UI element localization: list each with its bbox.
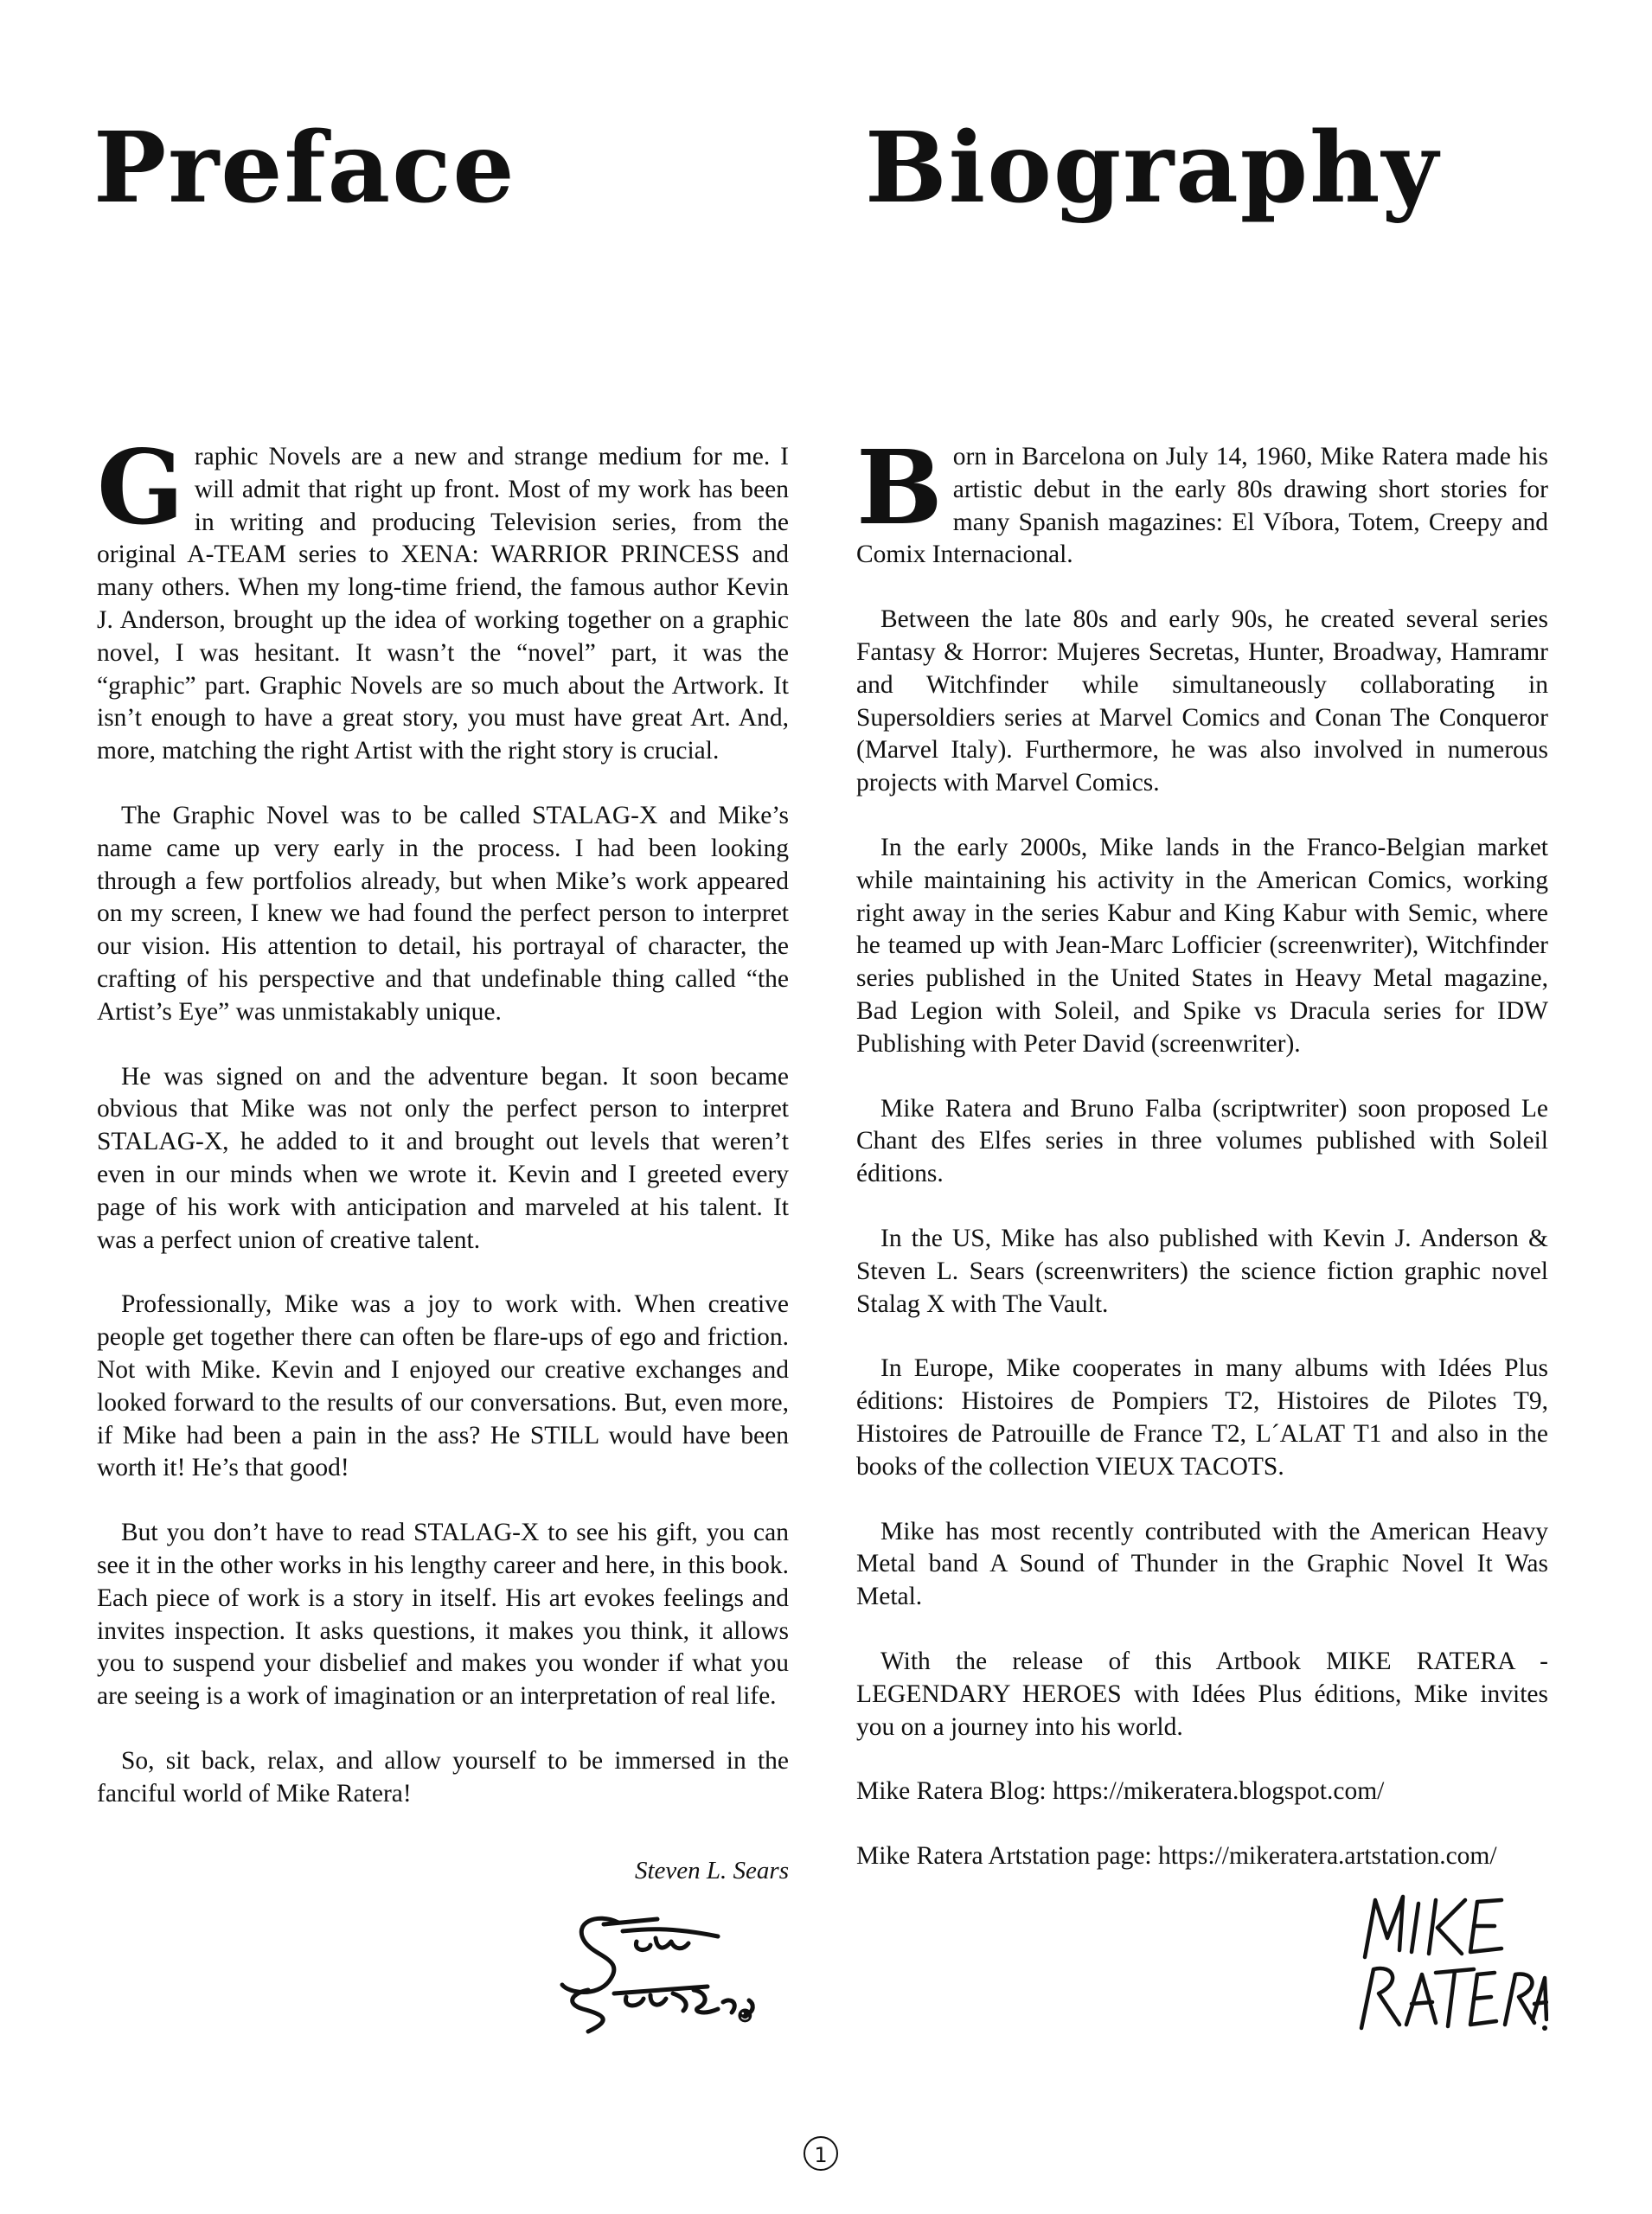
biography-paragraph-1 bbox=[856, 427, 1548, 572]
preface-paragraph-2: The Graphic Novel was to be called STALAG-X and Mike’s name came up very early in the process. I had been looking through a few portfolios already, but when Mike’s work appeared on my screen, I knew we had found the perfect person to interpret our vision. His attention to detail, his portrayal of character, the crafting of his perspective and that undefinable thing called “the Artist’s Eye” was unmistakably unique. bbox=[97, 801, 789, 1026]
preface-paragraph-4: Professionally, Mike was a joy to work with. When creative people get together there can often be flare-ups of ego and friction. Not with Mike. Kevin and I enjoyed our creative exchanges and looked forward to the results of our conversations. But, even more, if Mike had been a pain in the ass? He STILL would have been worth it! He’s that good! bbox=[97, 1290, 789, 1482]
signature-period bbox=[1542, 2025, 1547, 2031]
biography-paragraph-6: In Europe, Mike cooperates in many albums with Idées Plus éditions: Histoires de Pompiers T2, Histoires de Pilotes T9, Histoires de Patrouille de France T2, L´ALAT T1 and also in the books of the collection VIEUX TACOTS. bbox=[856, 1354, 1548, 1481]
artstation-link-line: Mike Ratera Artstation page: https://mikeratera.artstation.com/ bbox=[856, 1842, 1497, 1871]
preface-paragraph-1-text: raphic Novels are a new and strange medium for me. I will admit that right up front. Most of my work has been in writing and producing Television series, from the original A-TEAM series to XENA: WARRIOR PRINCESS and many others. When my long-time friend, the famous author Kevin J. Anderson, brought up the idea of working together on a graphic novel, I was hesitant. It wasn’t the “novel” part, it was the “graphic” part. Graphic Novels are so much about the Artwork. It isn’t enough to have a great story, you must have great Art. And, more, matching the right Artist with the right story is crucial. bbox=[97, 443, 789, 765]
biography-paragraph-8: With the release of this Artbook MIKE RATERA - LEGENDARY HEROES with Idées Plus éditions, Mike invites you on a journey into his world. bbox=[856, 1647, 1548, 1741]
preface-author-name: Steven L. Sears bbox=[635, 1857, 789, 1884]
biography-paragraph-7: Mike has most recently contributed with the American Heavy Metal band A Sound of Thunder in the Graphic Novel It Was Metal. bbox=[856, 1517, 1548, 1611]
preface-paragraph-3: He was signed on and the adventure began. It soon became obvious that Mike was not only the perfect person to interpret STALAG-X, he added to it and brought out levels that weren’t even in our minds when we wrote it. Kevin and I greeted every page of his work with anticipation and marveled at his talent. It was a perfect union of creative talent. bbox=[97, 1062, 789, 1254]
preface-paragraph-1 bbox=[97, 427, 789, 768]
steven-sears-signature bbox=[554, 1907, 804, 2037]
biography-paragraph-2: Between the late 80s and early 90s, he created several series Fantasy & Horror: Mujeres Secretas, Hunter, Broadway, Hamramr and Witchfinder while simultaneously collaborating in Supersoldiers series at Marvel Comics and Conan The Conqueror (Marvel Italy). Furthermore, he was also involved in numerous projects with Marvel Comics. bbox=[856, 605, 1548, 797]
biography-column bbox=[856, 427, 1548, 1905]
preface-drop-cap: G bbox=[97, 427, 184, 547]
biography-paragraph-1-text: orn in Barcelona on July 14, 1960, Mike Ratera made his artistic debut in the early 80s drawing short stories for many Spanish magazines: El Víbora, Totem, Creepy and Comix Internacional. bbox=[856, 443, 1548, 569]
biography-paragraph-3: In the early 2000s, Mike lands in the Franco-Belgian market while maintaining his activity in the American Comics, working right away in the series Kabur and King Kabur with Semic, where he teamed up with Jean-Marc Lofficier (screenwriter), Witchfinder series published in the United States in Heavy Metal magazine, Bad Legion with Soleil, and Spike vs Dracula series for IDW Publishing with Peter David (screenwriter). bbox=[856, 833, 1548, 1058]
page-number: 1 bbox=[804, 2136, 838, 2171]
biography-drop-cap: B bbox=[856, 427, 943, 547]
biography-paragraph-5: In the US, Mike has also published with Kevin J. Anderson & Steven L. Sears (screenwriters) the science fiction graphic novel Stalag X with The Vault. bbox=[856, 1224, 1548, 1318]
mike-ratera-signature bbox=[1349, 1890, 1548, 2041]
biography-paragraph-4: Mike Ratera and Bruno Falba (scriptwriter) soon proposed Le Chant des Elfes series in three volumes published with Soleil éditions. bbox=[856, 1094, 1548, 1188]
blog-link-line: Mike Ratera Blog: https://mikeratera.blogspot.com/ bbox=[856, 1777, 1385, 1806]
preface-paragraph-6: So, sit back, relax, and allow yourself to be immersed in the fanciful world of Mike Ratera! bbox=[97, 1746, 789, 1808]
preface-heading: Preface bbox=[93, 112, 516, 225]
preface-paragraph-5: But you don’t have to read STALAG-X to see his gift, you can see it in the other works in his lengthy career and here, in this book. Each piece of work is a story in itself. His art evokes feelings and invites inspection. It asks questions, it makes you think, it allows you to suspend your disbelief and makes you wonder if what you are seeing is a work of imagination or an interpretation of real life. bbox=[97, 1519, 789, 1711]
preface-column bbox=[97, 427, 789, 1842]
biography-heading: Biography bbox=[865, 112, 1440, 225]
signature-doodle: ☻ bbox=[737, 2007, 753, 2025]
